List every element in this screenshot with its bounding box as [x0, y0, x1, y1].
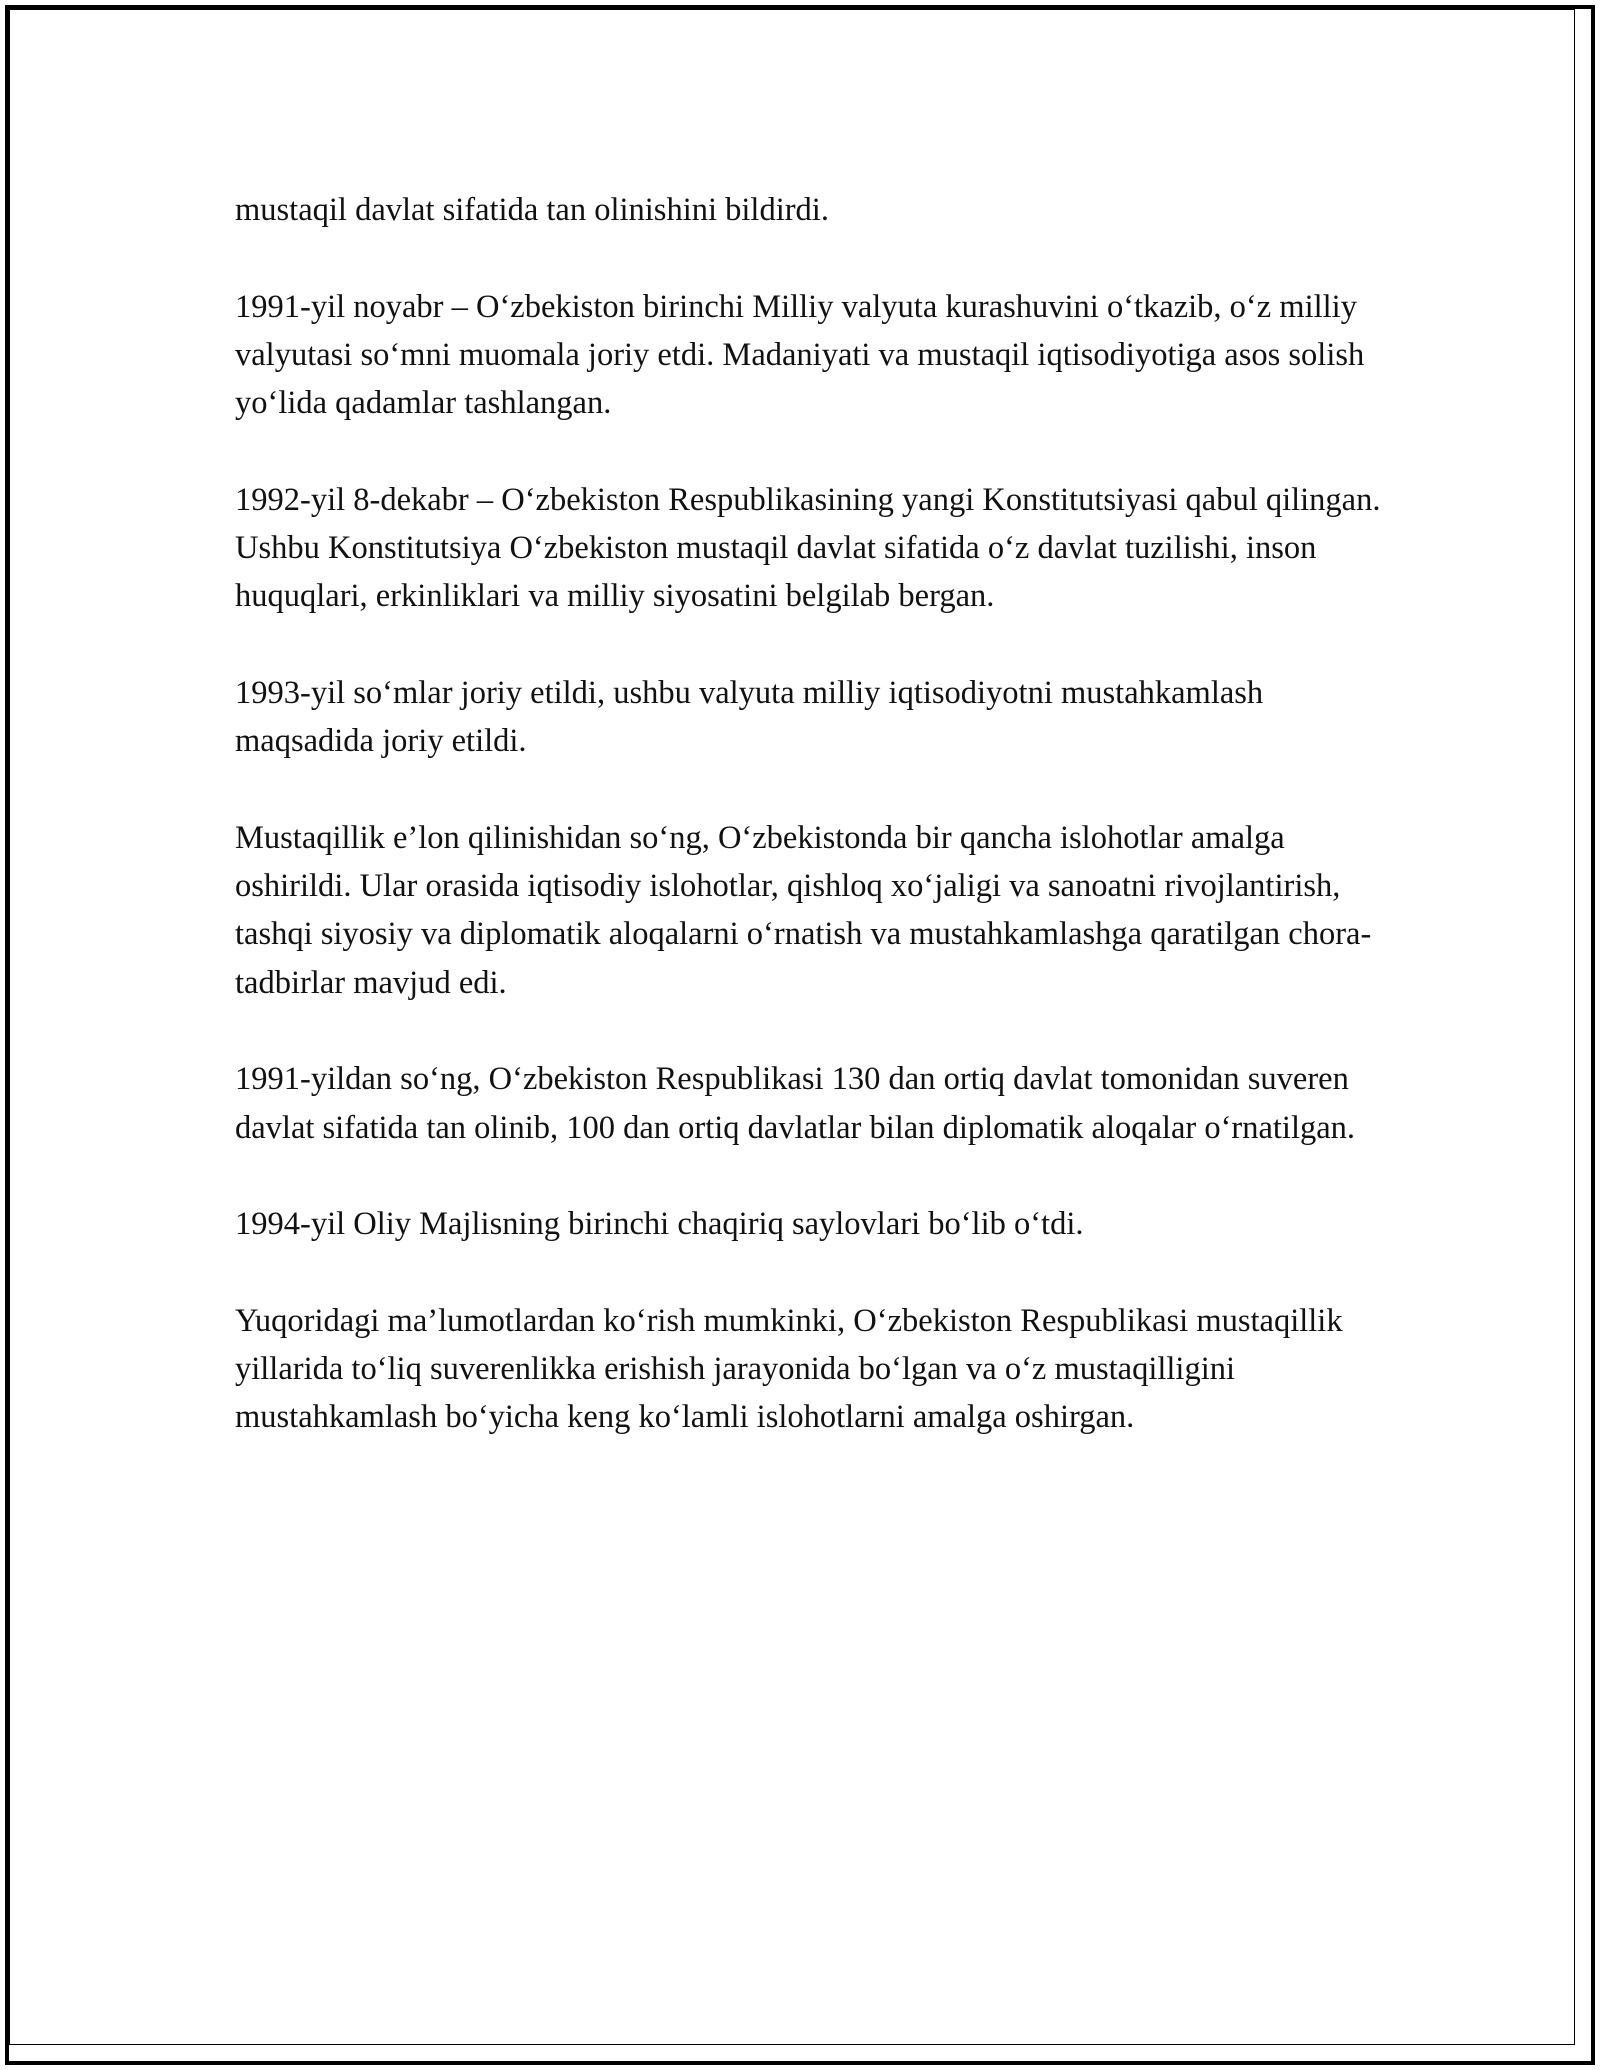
paragraph-1994-elections: 1994-yil Oliy Majlisning birinchi chaqiriq saylovlari bo‘lib o‘tdi.	[235, 1206, 1084, 1243]
paragraph-1993-som: 1993-yil so‘mlar joriy etildi, ushbu valyuta milliy iqtisodiyotni mustahkamlash maqsadida joriy etildi.	[235, 674, 1264, 760]
paragraph-reforms: Mustaqillik e’lon qilinishidan so‘ng, O‘zbekistonda bir qancha islohotlar amalga oshirildi. Ular orasida iqtisodiy islohotlar, qishloq xo‘jaligi va sanoatni rivojlantirish, tashqi siyosiy va diplomatik aloqalarni o‘rnatish va mustahkamlashga qaratilgan chora-tadbirlar mavjud edi.	[235, 819, 1372, 1001]
paragraph-1992-constitution: 1992-yil 8-dekabr – O‘zbekiston Respublikasining yangi Konstitutsiyasi qabul qilingan. Ushbu Konstitutsiya O‘zbekiston mustaqil davlat sifatida o‘z davlat tuzilishi, inson huquqlari, erkinliklari va milliy siyosatini belgilab bergan.	[235, 481, 1381, 615]
document-body	[235, 186, 1385, 1442]
paragraph-conclusion: Yuqoridagi ma’lumotlardan ko‘rish mumkinki, O‘zbekiston Respublikasi mustaqillik yillarida to‘liq suverenlikka erishish jarayonida bo‘lgan va o‘z mustaqilligini mustahkamlash bo‘yicha keng ko‘lamli islohotlarni amalga oshirgan.	[235, 1302, 1343, 1436]
paragraph-continuation: mustaqil davlat sifatida tan olinishini bildirdi.	[235, 192, 829, 228]
paragraph-recognition: 1991-yildan so‘ng, O‘zbekiston Respublikasi 130 dan ortiq davlat tomonidan suveren davlat sifatida tan olinib, 100 dan ortiq davlatlar bilan diplomatik aloqalar o‘rnatilgan.	[235, 1061, 1356, 1146]
paragraph-1991-november: 1991-yil noyabr – O‘zbekiston birinchi Milliy valyuta kurashuvini o‘tkazib, o‘z milliy valyutasi so‘mni muomala joriy etdi. Madaniyati va mustaqil iqtisodiyotiga asos solish yo‘lida qadamlar tashlangan.	[235, 288, 1365, 422]
